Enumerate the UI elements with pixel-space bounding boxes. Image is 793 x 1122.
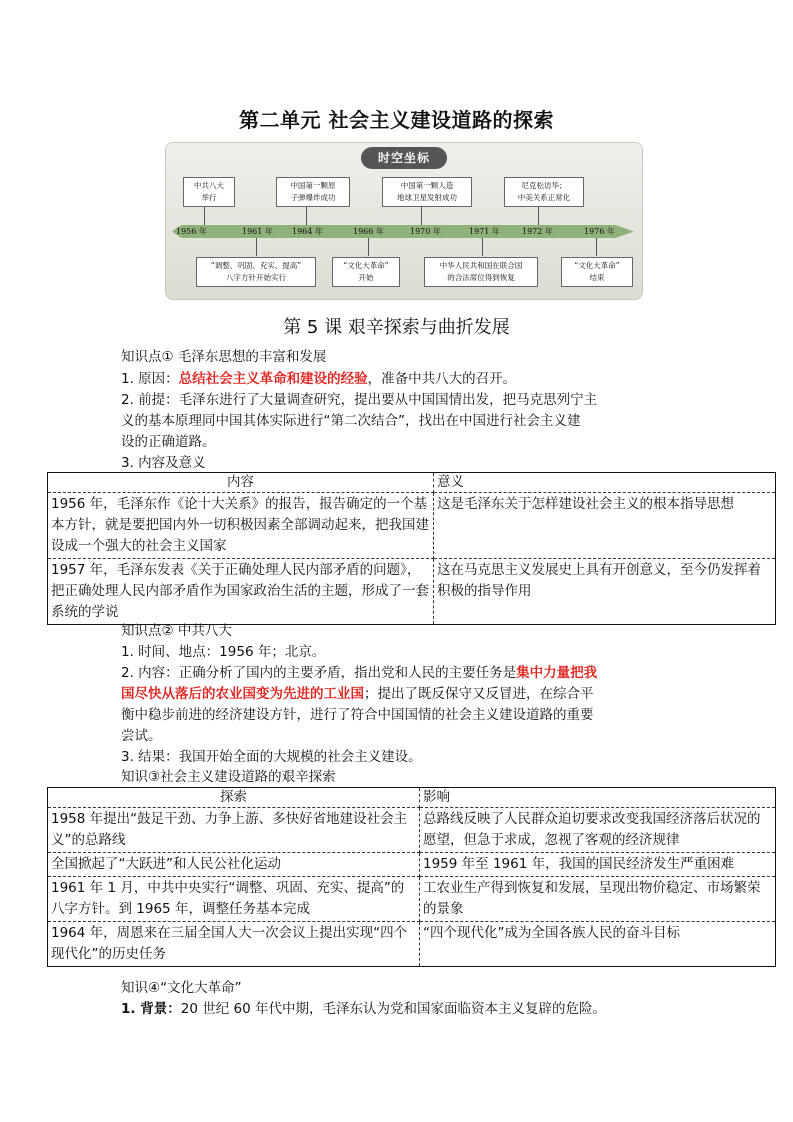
table-row xyxy=(48,922,776,967)
k2-content-label: 2. 内容： xyxy=(121,665,179,681)
table-cell: 1956 年，毛泽东作《论十大关系》的报告，报告确定的一个基本方针，就是要把国内外一切积极因素全部调动起来，把我国建设成一个强大的社会主义国家 xyxy=(48,493,434,559)
timeline-top-event: 中共八大 举行 xyxy=(183,177,235,207)
k4-background xyxy=(121,998,606,1020)
table-cell: 1964 年，周恩来在三届全国人大一次会议上提出实现“四个现代化”的历史任务 xyxy=(48,922,420,967)
timeline-connector xyxy=(204,207,205,225)
timeline-bottom-event: “文化大革命” 结束 xyxy=(561,257,633,287)
table-cell: 这在马克思主义发展史上具有开创意义，至今仍发挥着积极的指导作用 xyxy=(437,562,761,599)
timeline-top-event: 尼克松访华； 中美关系正常化 xyxy=(504,177,584,207)
table-cell: 全国掀起了“大跃进”和人民公社化运动 xyxy=(48,853,420,877)
k1-premise-text: 毛泽东进行了大量调查研究，提出要从中国国情出发，把马克思列宁主 xyxy=(178,392,598,408)
table-row xyxy=(48,808,776,853)
k2-time-text: 1956 年；北京。 xyxy=(219,644,326,660)
table-row xyxy=(48,877,776,922)
k1-reason-text: ，准备中共八大的召开。 xyxy=(367,371,517,387)
timeline-bottom-event: “文化大革命” 开始 xyxy=(332,257,400,287)
k1-reason-highlight: 总结社会主义革命和建设的经验 xyxy=(178,371,368,387)
table-header xyxy=(48,473,776,493)
table-cell: 1959 年至 1961 年，我国的国民经济发生严重困难 xyxy=(420,853,776,877)
k2-content-line3: 衡中稳步前进的经济建设方针，进行了符合中国国情的社会主义建设道路的重要 xyxy=(121,707,594,723)
exploration-impact-table xyxy=(47,787,776,967)
table-cell: 这是毛泽东关于怎样建设社会主义的根本指导思想 xyxy=(434,493,776,559)
k2-content-highlight: 集中力量把我 xyxy=(516,665,598,681)
timeline-bottom-event: 中华人民共和国在联合国 的合法席位得到恢复 xyxy=(424,257,538,287)
table-row xyxy=(48,493,776,559)
knowledge-heading-3: 知识③社会主义建设道路的艰辛探索 xyxy=(121,769,336,785)
timeline-connector xyxy=(482,238,483,256)
timeline-top-event: 中国第一颗人造 地球卫星发射成功 xyxy=(382,177,472,207)
k2-content-line4: 尝试。 xyxy=(121,728,162,744)
knowledge-heading-2: 知识点② 中共八大 xyxy=(121,623,232,639)
table-row xyxy=(48,853,776,877)
table-cell: 1957 年，毛泽东发表《关于正确处理人民内部矛盾的问题》，把正确处理人民内部矛盾作为国家政治生活的主题，形成了一套系统的学说 xyxy=(48,559,434,625)
k2-content xyxy=(121,662,597,684)
timeline-year: 1971 年 xyxy=(469,227,500,236)
table-header-cell: 影响 xyxy=(420,788,776,808)
timeline-connector xyxy=(368,238,369,256)
k1-reason xyxy=(121,368,516,390)
k2-content-text: ；提出了既反保守又反冒进，在综合平 xyxy=(364,686,594,702)
k1-premise-line3: 设的正确道路。 xyxy=(121,434,216,450)
timeline-connector xyxy=(538,207,539,225)
unit-title: 第二单元 社会主义建设道路的探索 xyxy=(239,108,554,132)
timeline-top-event: 中国第一颗原 子弹爆炸成功 xyxy=(276,177,350,207)
k1-premise xyxy=(121,389,597,411)
k1-reason-label: 1. 原因： xyxy=(121,371,179,387)
k2-content-line2 xyxy=(121,683,594,705)
timeline-year: 1966 年 xyxy=(353,227,384,236)
table-cell: “四个现代化”成为全国各族人民的奋斗目标 xyxy=(423,925,680,941)
table-cell: 工农业生产得到恢复和发展，呈现出物价稳定、市场繁荣的景象 xyxy=(420,877,776,922)
timeline-bottom-event: “调整、巩固、充实、提高” 八字方针开始实行 xyxy=(196,257,316,287)
k1-premise-line2: 义的基本原理同中国其体实际进行“第二次结合”，找出在中国进行社会主义建 xyxy=(121,413,581,429)
table-header-cell: 意义 xyxy=(434,473,776,493)
knowledge-heading-4: 知识④“文化大革命” xyxy=(121,980,242,996)
k2-result: 3. 结果：我国开始全面的大规模的社会主义建设。 xyxy=(121,749,422,765)
k4-background-text: 20 世纪 60 年代中期，毛泽东认为党和国家面临资本主义复辟的危险。 xyxy=(180,1001,606,1017)
lesson-title: 第 5 课 艰辛探索与曲折发展 xyxy=(283,317,510,338)
k2-time-place xyxy=(121,641,325,663)
table-row xyxy=(48,559,776,625)
timeline-connector xyxy=(306,207,307,225)
table-header-cell: 内容 xyxy=(48,473,434,493)
table-cell: 总路线反映了人民群众迫切要求改变我国经济落后状况的愿望，但急于求成，忽视了客观的经济规律 xyxy=(420,808,776,853)
content-meaning-table xyxy=(47,472,776,625)
k1-content-label: 3. 内容及意义 xyxy=(121,455,206,471)
timeline-year: 1976 年 xyxy=(584,227,615,236)
timeline-connector xyxy=(256,238,257,256)
timeline-connector xyxy=(421,207,422,225)
timeline-figure xyxy=(165,142,643,300)
timeline-year: 1972 年 xyxy=(522,227,553,236)
k2-content-highlight: 国尽快从落后的农业国变为先进的工业国 xyxy=(121,686,364,702)
k2-content-text: 正确分析了国内的主要矛盾，指出党和人民的主要任务是 xyxy=(178,665,517,681)
table-header xyxy=(48,788,776,808)
k1-premise-label: 2. 前提： xyxy=(121,392,179,408)
table-cell: 1958 年提出“鼓足干劲、力争上游、多快好省地建设社会主义”的总路线 xyxy=(48,808,420,853)
timeline-connector xyxy=(596,238,597,256)
table-header-cell: 探索 xyxy=(48,788,420,808)
timeline-year: 1964 年 xyxy=(292,227,323,236)
k2-time-label: 1. 时间、地点： xyxy=(121,644,220,660)
table-cell: 1961 年 1 月，中共中央实行“调整、巩固、充实、提高”的八字方针。到 1965 年，调整任务基本完成 xyxy=(48,877,420,922)
timeline-year: 1961 年 xyxy=(242,227,273,236)
k4-background-label: 1. 背景： xyxy=(121,1001,181,1017)
timeline-badge: 时空坐标 xyxy=(361,147,447,169)
knowledge-heading-1: 知识点① 毛泽东思想的丰富和发展 xyxy=(121,349,327,365)
timeline-year: 1956 年 xyxy=(176,227,207,236)
timeline-year: 1970 年 xyxy=(410,227,441,236)
